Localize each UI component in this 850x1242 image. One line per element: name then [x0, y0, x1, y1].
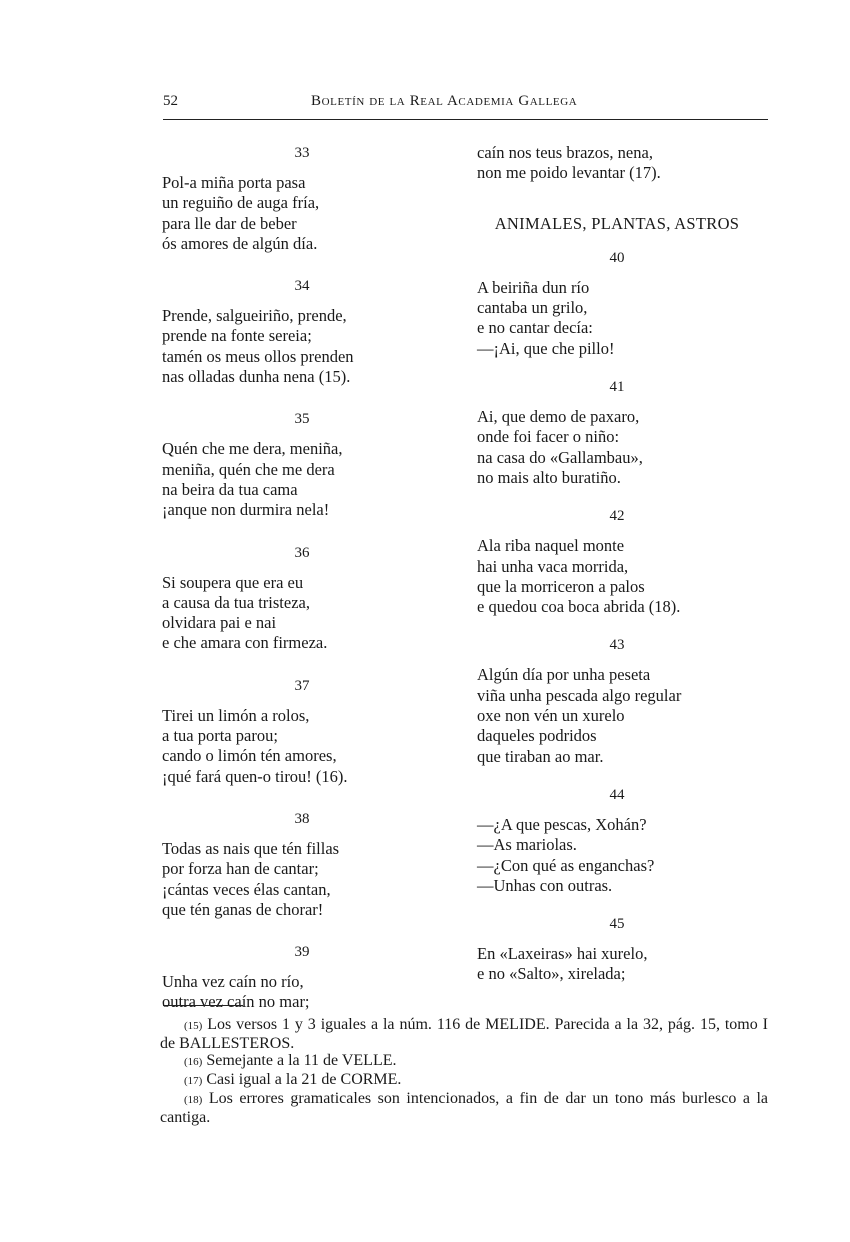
poem-stanza — [477, 377, 757, 488]
verse-line: caín nos teus brazos, nena, — [477, 143, 653, 162]
verse-line: Todas as nais que tén fillas — [162, 838, 340, 858]
left-column — [162, 143, 442, 1035]
poem-stanza — [162, 543, 442, 654]
footnote-text: Los versos 1 y 3 iguales a la núm. 116 de MELIDE. Parecida a la 32, pág. 15, tomo I de BALLESTEROS. — [160, 1016, 769, 1052]
stanza-number: 33 — [294, 145, 310, 161]
verse-line: Prende, salgueiriño, prende, — [162, 306, 347, 326]
verse-line: —¿A que pescas, Xohán? — [477, 814, 647, 834]
stanza-number: 34 — [294, 278, 310, 295]
poem-stanza — [162, 942, 442, 1013]
verse-line: no mais alto buratiño. — [477, 467, 621, 487]
verse-line: Ala riba naquel monte — [477, 536, 625, 556]
verse-line: que tén ganas de chorar! — [162, 899, 324, 919]
footnote-mark: (16) — [184, 1056, 203, 1068]
verse-line: daqueles podridos — [477, 726, 597, 746]
verse-line: ¡anque non durmira nela! — [162, 500, 330, 520]
verse-line: ¡cántas veces élas cantan, — [162, 879, 331, 899]
poem-stanza — [162, 809, 442, 920]
verse-line: Ai, que demo de paxaro, — [477, 407, 640, 427]
stanza-number: 43 — [609, 637, 625, 654]
verse-line: —Unhas con outras. — [477, 875, 613, 895]
poem-stanza — [477, 914, 757, 985]
verse-line: un reguiño de auga fría, — [162, 193, 320, 213]
verse-line: por forza han de cantar; — [162, 859, 319, 879]
verse-line: viña unha pescada algo regular — [477, 685, 682, 705]
stanza-number: 38 — [294, 810, 310, 827]
verse-line: nas olladas dunha nena (15). — [162, 367, 351, 387]
poem-stanza — [477, 785, 757, 896]
verse-line: —As mariolas. — [477, 835, 577, 855]
verse-line: a causa da tua tristeza, — [162, 592, 310, 612]
right-column — [477, 143, 757, 1003]
poem-stanza — [162, 276, 442, 387]
verse-line: Quén che me dera, meniña, — [162, 439, 343, 459]
verse-line: outra vez caín no mar; — [162, 992, 310, 1012]
poem-stanza — [162, 143, 442, 254]
stanza-number: 39 — [294, 944, 310, 961]
stanza-number: 41 — [609, 379, 625, 396]
footnote-mark: (18) — [184, 1094, 203, 1106]
verse-line: olvidara pai e nai — [162, 613, 277, 633]
verse-line: que tiraban ao mar. — [477, 746, 604, 766]
verse-line: onde foi facer o niño: — [477, 427, 620, 447]
verse-line: meniña, quén che me dera — [162, 459, 335, 479]
verse-line: En «Laxeiras» hai xurelo, — [477, 944, 648, 964]
poem-stanza — [162, 676, 442, 787]
stanza-number: 45 — [609, 916, 625, 933]
stanza-number: 36 — [294, 544, 310, 561]
stanza-number: 37 — [294, 677, 310, 694]
poem-stanza — [162, 409, 442, 520]
continued-stanza — [477, 143, 757, 184]
verse-line: Si soupera que era eu — [162, 572, 304, 592]
section-heading: ANIMALES, PLANTAS, ASTROS — [494, 213, 740, 233]
verse-line: hai unha vaca morrida, — [477, 556, 629, 576]
stanza-number: 44 — [609, 786, 625, 803]
verse-line: ¡qué fará quen-o tirou! (16). — [162, 766, 348, 786]
poem-stanza — [477, 248, 757, 359]
verse-line: non me poido levantar (17). — [477, 163, 661, 183]
verse-line: prende na fonte sereia; — [162, 326, 312, 346]
poem-stanza — [477, 635, 757, 766]
page-header — [163, 93, 768, 117]
verse-line: na casa do «Gallambau», — [477, 447, 643, 467]
verse-line: e che amara con firmeza. — [162, 633, 328, 653]
verse-line: Pol-a miña porta pasa — [162, 173, 306, 192]
footnote-text: Casi igual a la 21 de CORME. — [206, 1071, 402, 1088]
footnote-text: Semejante a la 11 de VELLE. — [206, 1052, 397, 1069]
header-rule — [163, 119, 768, 120]
footnotes — [160, 1016, 768, 1126]
verse-line: —¡Ai, que che pillo! — [477, 338, 615, 358]
verse-line: Tirei un limón a rolos, — [162, 705, 310, 725]
footnote-mark: (15) — [184, 1020, 203, 1032]
verse-line: e no «Salto», xirelada; — [477, 964, 626, 984]
footnote-text: Los errores gramaticales son intencionados, a fin de dar un tono más burlesco a la cantiga. — [160, 1090, 769, 1126]
verse-line: ós amores de algún día. — [162, 233, 318, 253]
footnote — [160, 1052, 768, 1071]
verse-line: A beiriña dun río — [477, 277, 590, 297]
verse-line: tamén os meus ollos prenden — [162, 346, 354, 366]
verse-line: Unha vez caín no río, — [162, 972, 304, 992]
stanza-number: 42 — [609, 508, 625, 525]
verse-line: a tua porta parou; — [162, 726, 278, 746]
verse-line: cantaba un grilo, — [477, 298, 588, 318]
footnote-mark: (17) — [184, 1075, 203, 1087]
verse-line: e no cantar decía: — [477, 318, 593, 338]
verse-line: que la morriceron a palos — [477, 576, 645, 596]
verse-line: e quedou coa boca abrida (18). — [477, 597, 681, 617]
verse-line: Algún día por unha peseta — [477, 665, 651, 685]
verse-line: para lle dar de beber — [162, 213, 297, 233]
footnote — [160, 1016, 768, 1052]
stanza-number: 40 — [609, 249, 625, 266]
verse-line: cando o limón tén amores, — [162, 746, 337, 766]
poem-stanza — [477, 506, 757, 617]
verse-line: na beira da tua cama — [162, 479, 298, 499]
page-number: 52 — [163, 93, 178, 109]
right-poems — [477, 248, 757, 985]
footnote-rule — [163, 1005, 243, 1006]
stanza-number: 35 — [294, 411, 310, 428]
footnote — [160, 1090, 768, 1126]
footnote — [160, 1071, 768, 1090]
verse-line: —¿Con qué as enganchas? — [477, 855, 655, 875]
verse-line: oxe non vén un xurelo — [477, 706, 625, 726]
running-title: Boletín de la Real Academia Gallega — [311, 93, 578, 109]
